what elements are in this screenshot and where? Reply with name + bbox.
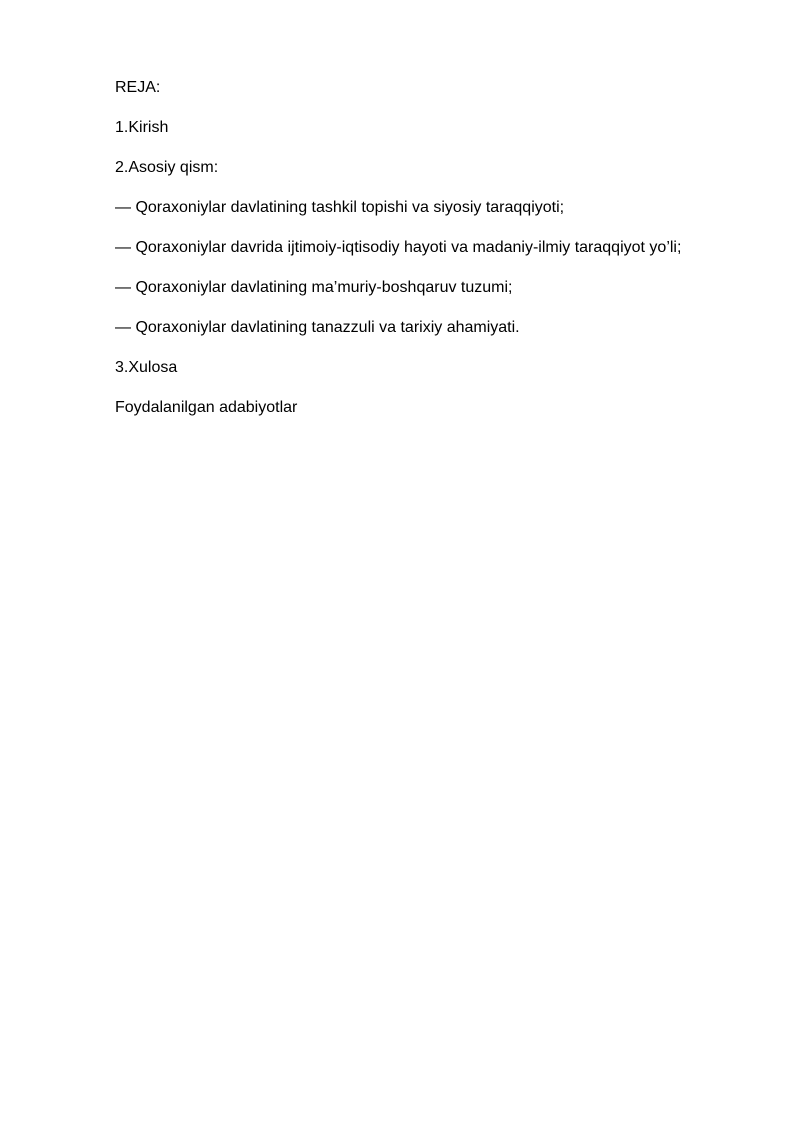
plan-subitem-formation: — Qoraxoniylar davlatining tashkil topishi va siyosiy taraqqiyoti;	[115, 199, 565, 216]
plan-subitem-decline: — Qoraxoniylar davlatining tanazzuli va tarixiy ahamiyati.	[115, 319, 520, 336]
plan-content	[115, 78, 785, 438]
plan-item-references: Foydalanilgan adabiyotlar	[115, 399, 298, 416]
plan-item-conclusion: 3.Xulosa	[115, 359, 178, 376]
plan-subitem-socioeconomic: — Qoraxoniylar davrida ijtimoiy-iqtisodiy hayoti va madaniy-ilmiy taraqqiyot yo’li;	[115, 239, 682, 256]
plan-heading: REJA:	[115, 79, 161, 96]
plan-item-introduction: 1.Kirish	[115, 119, 169, 136]
plan-subitem-administration: — Qoraxoniylar davlatining ma’muriy-boshqaruv tuzumi;	[115, 279, 513, 296]
plan-item-main-part: 2.Asosiy qism:	[115, 159, 219, 176]
